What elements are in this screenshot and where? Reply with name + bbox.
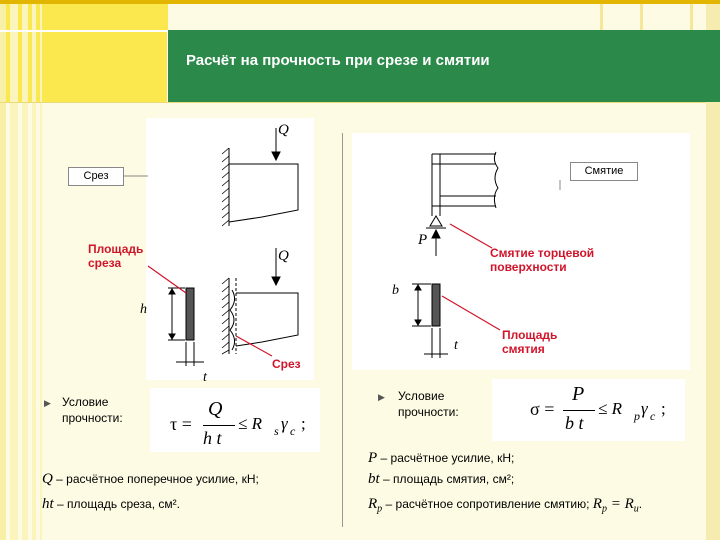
- crush-formula-den: b t: [565, 413, 584, 433]
- shear-t-dimension: [176, 342, 204, 366]
- definition-rp-eq-end: .: [638, 497, 643, 511]
- shear-formula: [170, 398, 320, 448]
- shear-section-rect: [186, 288, 194, 340]
- crush-formula-rhs: ≤ R: [598, 399, 622, 418]
- bullet-icon-right: ▶: [378, 392, 385, 402]
- crush-b-dimension: [412, 284, 431, 326]
- definition-p-text: – расчётное усилие, кН;: [377, 451, 515, 465]
- crush-condition-label: Условие прочности:: [398, 389, 459, 419]
- crush-formula: [530, 383, 680, 437]
- p-arrow: [432, 230, 440, 256]
- shear-break-line: [230, 290, 235, 350]
- crush-formula-sub1: p: [634, 409, 640, 423]
- definition-q: [42, 471, 259, 488]
- definition-ht-symbol: ht: [42, 496, 54, 512]
- shear-formula-sub1: s: [274, 424, 279, 438]
- crush-section-rect: [432, 284, 440, 326]
- crush-formula-num: P: [572, 383, 585, 405]
- shear-formula-gamma: γ: [281, 414, 288, 433]
- crush-area-label: Площадь смятия: [502, 328, 558, 356]
- shear-inner-pointer: [236, 336, 272, 356]
- definition-ht-text: – площадь среза, см².: [53, 497, 180, 511]
- shear-formula-bar: [203, 425, 235, 426]
- definition-rp-eq-symbol: R: [592, 496, 602, 512]
- shear-area-pointer: [148, 266, 186, 293]
- shear-beam-top: [229, 164, 298, 222]
- shear-formula-den: h t: [203, 428, 222, 448]
- symbol-b: b: [392, 283, 399, 298]
- definition-bt-text: – площадь смятия, см²;: [379, 472, 515, 486]
- bullet-icon-left: ▶: [44, 398, 51, 408]
- symbol-p: P: [418, 232, 428, 248]
- crush-support: [426, 216, 446, 228]
- definition-q-text: – расчётное поперечное усилие, кН;: [52, 472, 259, 486]
- definition-bt: [368, 471, 514, 488]
- symbol-h: h: [140, 302, 147, 317]
- crush-frame: [432, 152, 498, 216]
- definition-rp-eq-text: = R: [606, 496, 634, 512]
- shear-condition-label: Условие прочности:: [62, 395, 123, 425]
- shear-formula-rhs: ≤ R: [238, 414, 262, 433]
- symbol-t-right: t: [454, 338, 458, 353]
- crush-formula-sub2: c: [650, 409, 656, 423]
- shear-wall-mid: [222, 278, 236, 354]
- end-crush-pointer: [450, 224, 492, 248]
- shear-formula-lhs: τ =: [170, 414, 192, 434]
- crush-callout: Смятие: [570, 162, 638, 181]
- crush-formula-gamma: γ: [641, 399, 648, 418]
- symbol-q-top: Q: [278, 122, 289, 138]
- definition-rp-sub: p: [377, 503, 383, 515]
- symbol-q-mid: Q: [278, 248, 289, 264]
- shear-formula-num: Q: [208, 398, 223, 420]
- page-title: Расчёт на прочность при срезе и смятии: [186, 52, 490, 69]
- crush-formula-lhs: σ =: [530, 399, 555, 419]
- crush-area-pointer: [442, 296, 500, 330]
- shear-inner-label: Срез: [272, 357, 301, 371]
- definition-rp: [368, 496, 642, 514]
- symbol-t-left: t: [203, 370, 207, 385]
- shear-area-label: Площадь среза: [88, 242, 144, 270]
- definition-ht: [42, 496, 180, 513]
- shear-formula-end: ;: [301, 414, 306, 433]
- end-crush-label: Смятие торцевой поверхности: [490, 246, 595, 274]
- shear-wall-top: [222, 148, 229, 226]
- shear-callout: Срез: [68, 167, 124, 186]
- crush-t-dimension: [424, 328, 448, 358]
- definition-rp-eq-sub2: u: [633, 503, 639, 515]
- definition-p-symbol: P: [368, 450, 378, 466]
- definition-bt-symbol: bt: [368, 471, 380, 487]
- definition-rp-text: – расчётное сопротивление смятию;: [382, 497, 593, 511]
- definition-rp-symbol: R: [368, 496, 378, 512]
- definition-p: [368, 450, 514, 467]
- definition-q-symbol: Q: [42, 471, 53, 487]
- crush-formula-end: ;: [661, 399, 666, 418]
- definition-rp-eq-sub: p: [601, 503, 607, 515]
- shear-formula-sub2: c: [290, 424, 296, 438]
- shear-beam-mid: [236, 293, 298, 346]
- shear-h-dimension: [168, 288, 185, 340]
- crush-formula-bar: [563, 410, 595, 411]
